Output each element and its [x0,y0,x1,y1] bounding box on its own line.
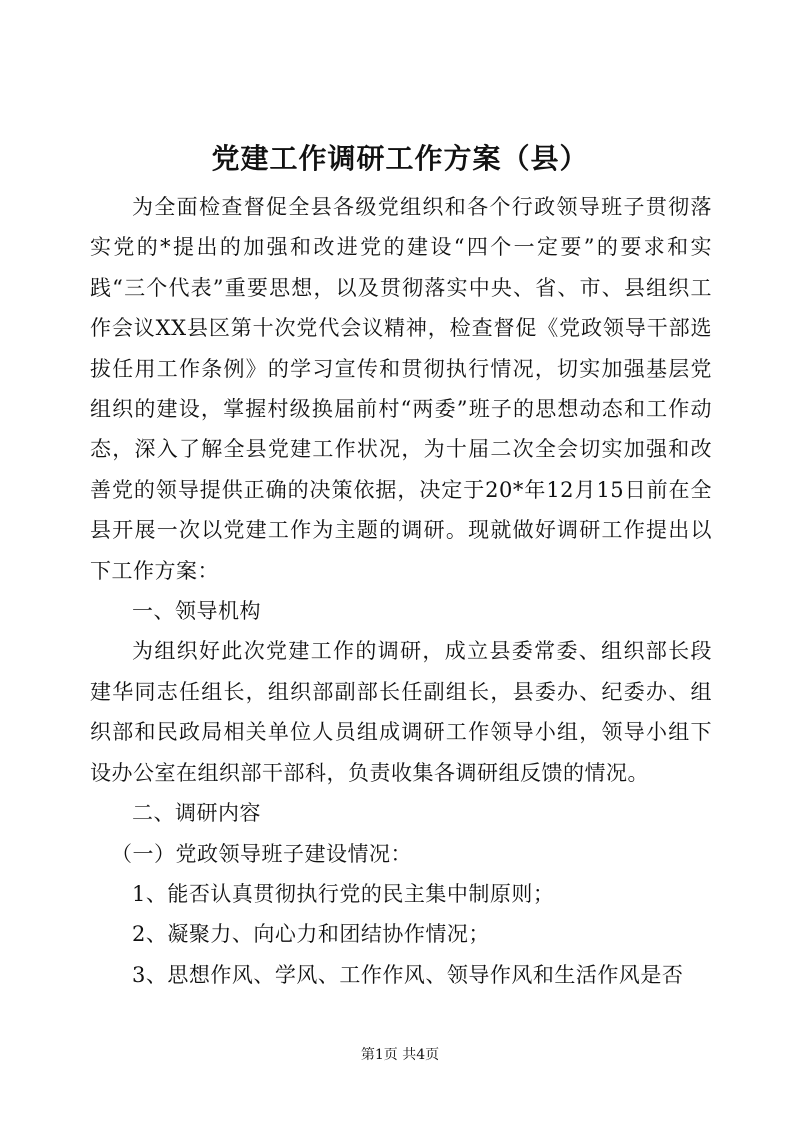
document-title: 党建工作调研工作方案（县） [211,142,589,175]
list-item: 2、凝聚力、向心力和团结协作情况； [132,922,490,947]
subsection-heading-leadership-team: （一）党政领导班子建设情况： [111,841,412,866]
section-heading-leadership: 一、领导机构 [132,599,261,624]
section-heading-content: 二、调研内容 [132,801,261,826]
page-number-footer: 第1页 共4页 [360,1047,440,1063]
list-item: 1、能否认真贯彻执行党的民主集中制原则； [132,881,555,906]
document-body [90,187,712,995]
list-item: 3、思想作风、学风、工作作风、领导作风和生活作风是否 [132,962,684,987]
leadership-paragraph: 为组织好此次党建工作的调研，成立县委常委、组织部长段建华同志任组长，组织部副部长任副组长，县委办、纪委办、组织部和民政局相关单位人员组成调研工作领导小组，领导小组下设办公室在组织部干部科，负责收集各调研组反馈的情况。 [90,639,712,785]
intro-paragraph: 为全面检查督促全县各级党组织和各个行政领导班子贯彻落实党的*提出的加强和改进党的建设“四个一定要”的要求和实践“三个代表”重要思想，以及贯彻落实中央、省、市、县组织工作会议XX县区第十次党代会议精神，检查督促《党政领导干部选拔任用工作条例》的学习宣传和贯彻执行情况，切实加强基层党组织的建设，掌握村级换届前村“两委”班子的思想动态和工作动态，深入了解全县党建工作状况，为十届二次全会切实加强和改善党的领导提供正确的决策依据，决定于20*年12月15日前在全县开展一次以党建工作为主题的调研。现就做好调研工作提出以下工作方案： [90,195,712,583]
